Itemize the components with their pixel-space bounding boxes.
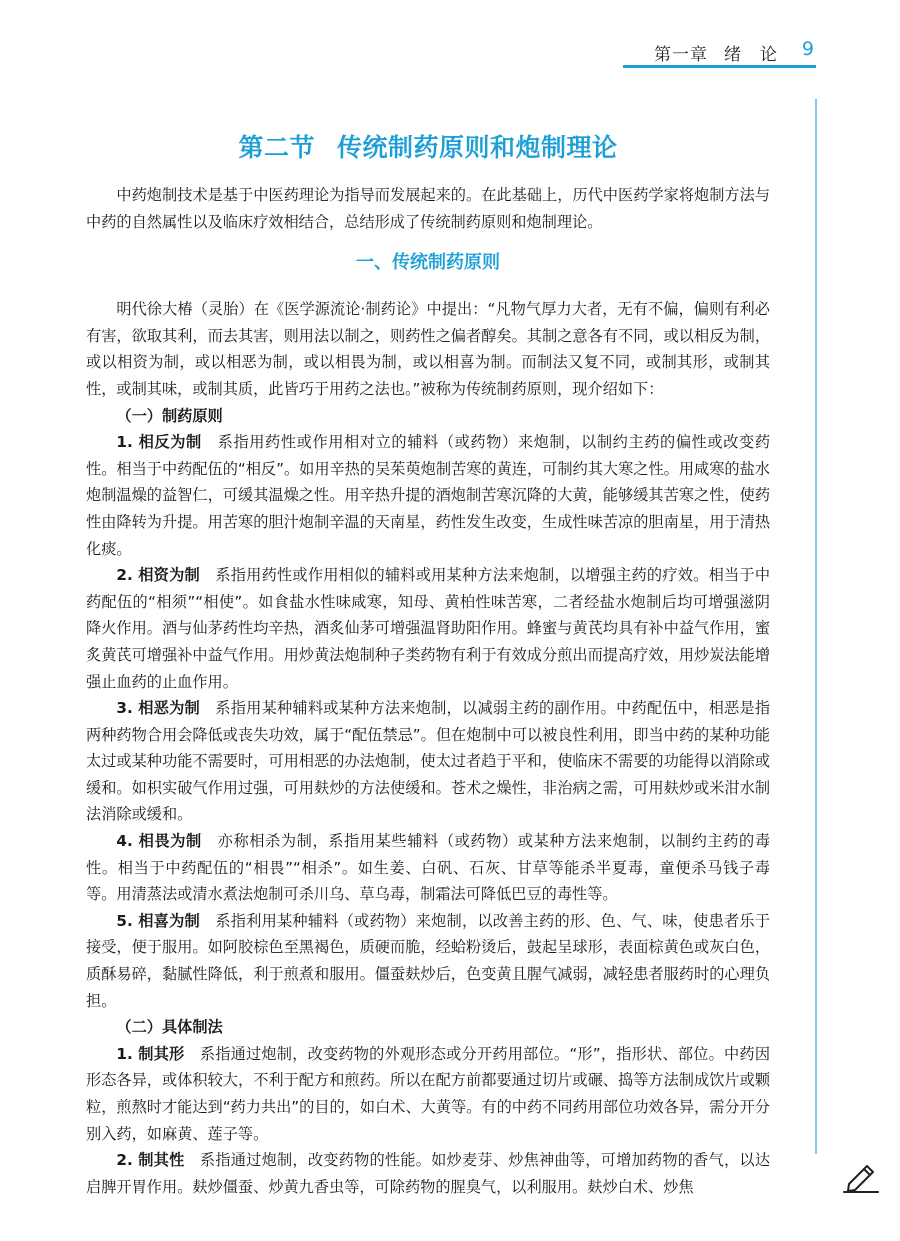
intro-paragraph: 中药炮制技术是基于中医药理论为指导而发展起来的。在此基础上，历代中医药学家将炮制方法与中药的自然属性以及临床疗效相结合，总结形成了传统制药原则和炮制理论。 — [86, 186, 770, 231]
principle-text: 亦称相杀为制，系指用某些辅料（或药物）或某种方法来炮制，以制约主药的毒性。相当于中药配伍的“相畏”“相杀”。如生姜、白矾、石灰、甘草等能杀半夏毒，童便杀马钱子毒等。用清蒸法或清水煮法炮制可杀川乌、草乌毒，制霜法可降低巴豆的毒性等。 — [86, 832, 771, 904]
section-number: 第二节 — [238, 133, 315, 162]
page-number: 9 — [801, 38, 814, 60]
principle-item — [86, 562, 770, 695]
subsection-title — [86, 248, 770, 278]
principle-item — [86, 908, 770, 1014]
principle-text: 系指利用某种辅料（或药物）来炮制，以改善主药的形、色、气、味，使患者乐于接受，便于服用。如阿胶棕色至黑褐色，质硬而脆，经蛤粉烫后，鼓起呈球形，表面棕黄色或灰白色，质酥易碎，黏腻性降低，利于煎煮和服用。僵蚕麸炒后，色变黄且腥气减弱，减轻患者服药时的心理负担。 — [86, 911, 771, 1010]
quote-paragraph: 明代徐大椿（灵胎）在《医学源流论·制药论》中提出：“凡物气厚力大者，无有不偏，偏则有利必有害，欲取其利，而去其害，则用法以制之，则药性之偏者醇矣。其制之意各有不同，或以相反为制，或以相资为制，或以相恶为制，或以相畏为制，或以相喜为制。而制法又复不同，或制其形，或制其性，或制其味，或制其质，此皆巧于用药之法也。”被称为传统制药原则，现介绍如下： — [86, 300, 770, 398]
method-text: 系指通过炮制，改变药物的外观形态或分开药用部位。“形”，指形状、部位。中药因形态各异，或体积较大，不利于配方和煎药。所以在配方前都要通过切片或碾、捣等方法制成饮片或颗粒，煎熬时才能达到“药力共出”的目的，如白术、大黄等。有的中药不同药用部位功效各异，需分开分别入药，如麻黄、莲子等。 — [86, 1044, 771, 1143]
subsection-title-text: 传统制药原则 — [392, 252, 500, 274]
running-head — [654, 40, 778, 65]
part1-heading: （一）制药原则 — [116, 406, 223, 425]
principle-item — [86, 828, 770, 908]
chapter-number: 第一章 — [654, 45, 708, 65]
section-title — [86, 124, 770, 172]
pen-icon — [840, 1160, 882, 1194]
principle-item — [86, 695, 770, 828]
method-label: 2. 制其性 — [116, 1151, 185, 1170]
header-rule — [623, 65, 816, 68]
principle-label: 4. 相畏为制 — [116, 832, 202, 851]
margin-rule — [815, 99, 817, 1154]
principle-text: 系指用药性或作用相似的辅料或用某种方法来炮制，以增强主药的疗效。相当于中药配伍的“相须”“相使”。如食盐水性味咸寒，知母、黄柏性味苦寒，二者经盐水炮制后均可增强滋阴降火作用。酒与仙茅药性均辛热，酒炙仙茅可增强温肾助阳作用。蜂蜜与黄芪均具有补中益气作用，蜜炙黄芪可增强补中益气作用。用炒黄法炮制种子类药物有利于有效成分煎出而提高疗效，用炒炭法能增强止血药的止血作用。 — [86, 566, 771, 691]
principle-label: 5. 相喜为制 — [116, 911, 200, 930]
method-item — [86, 1147, 770, 1200]
principle-text: 系指用药性或作用相对立的辅料（或药物）来炮制，以制约主药的偏性或改变药性。相当于中药配伍的“相反”。如用辛热的吴茱萸炮制苦寒的黄连，可制约其大寒之性。用咸寒的盐水炮制温燥的益智仁，可缓其温燥之性。用辛热升提的酒炮制苦寒沉降的大黄，能够缓其苦寒之性，使药性由降转为升提。用苦寒的胆汁炮制辛温的天南星，药性发生改变，生成性味苦凉的胆南星，用于清热化痰。 — [86, 433, 771, 558]
principle-label: 2. 相资为制 — [116, 566, 200, 585]
principle-label: 1. 相反为制 — [116, 433, 202, 452]
method-text: 系指通过炮制，改变药物的性能。如炒麦芽、炒焦神曲等，可增加药物的香气，以达启脾开胃作用。麸炒僵蚕、炒黄九香虫等，可除药物的腥臭气，以利服用。麸炒白术、炒焦 — [86, 1151, 771, 1196]
page-header — [0, 0, 900, 72]
principle-text: 系指用某种辅料或某种方法来炮制，以减弱主药的副作用。中药配伍中，相恶是指两种药物合用会降低或丧失功效，属于“配伍禁忌”。但在炮制中可以被良性利用，即当中药的某种功能太过或某种功能不需要时，可用相恶的办法炮制，使太过者趋于平和，使临床不需要的功能得以消除或缓和。如枳实破气作用过强，可用麸炒的方法使缓和。苍术之燥性，非治病之需，可用麸炒或米泔水制法消除或缓和。 — [86, 699, 771, 824]
method-label: 1. 制其形 — [116, 1044, 185, 1063]
page-content — [86, 124, 770, 1200]
principle-label: 3. 相恶为制 — [116, 699, 200, 718]
method-item — [86, 1041, 770, 1147]
part2-heading: （二）具体制法 — [116, 1018, 223, 1037]
chapter-title: 绪 论 — [724, 45, 778, 65]
section-title-text: 传统制药原则和炮制理论 — [337, 133, 618, 162]
subsection-number: 一、 — [356, 252, 392, 274]
principle-item — [86, 429, 770, 562]
